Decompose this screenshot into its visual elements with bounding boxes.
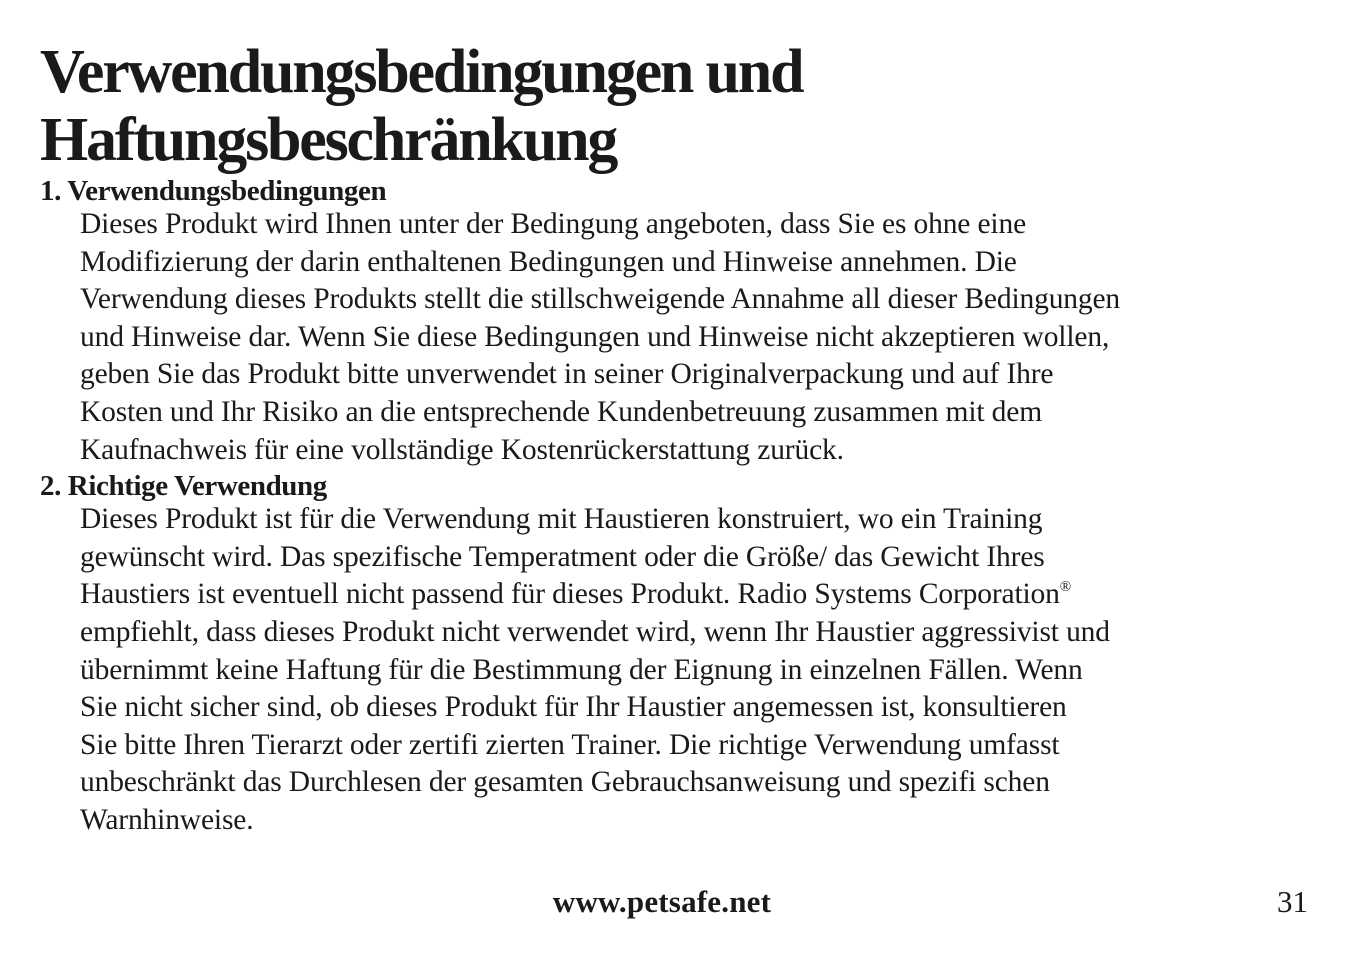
footer-website-url: www.petsafe.net	[552, 884, 772, 919]
body-line: Kosten und Ihr Risiko an die entsprechende Kundenbetreuung zusammen mit dem	[80, 395, 1043, 428]
body-line: Dieses Produkt ist für die Verwendung mit Haustieren konstruiert, wo ein Training	[80, 503, 1043, 536]
section-heading-terms-of-use: 1. Verwendungsbedingungen	[40, 175, 387, 207]
section-heading-proper-use: 2. Richtige Verwendung	[40, 470, 327, 503]
body-line: Kaufnachweis für eine vollständige Kostenrückerstattung zurück.	[80, 433, 844, 466]
body-line: gewünscht wird. Das spezifische Temperatment oder die Größe/ das Gewicht Ihres	[80, 540, 1045, 573]
body-line: Verwendung dieses Produkts stellt die stillschweigende Annahme all dieser Bedingungen	[80, 283, 1121, 316]
registered-trademark-mark: ®	[1059, 579, 1072, 596]
page-title-line-2: Haftungsbeschränkung	[40, 106, 617, 174]
section-terms-of-use	[40, 176, 1320, 469]
body-line: übernimmt keine Haftung für die Bestimmung der Eignung in einzelnen Fällen. Wenn	[80, 653, 1083, 686]
body-line: Modifizierung der darin enthaltenen Bedingungen und Hinweise annehmen. Die	[80, 245, 1017, 278]
page-title-line-1: Verwendungsbedingungen und	[40, 38, 803, 106]
body-line: empfiehlt, dass dieses Produkt nicht verwendet wird, wenn Ihr Haustier aggressivist und	[80, 615, 1110, 648]
section-proper-use	[40, 471, 1320, 839]
page-number: 31	[1277, 884, 1308, 919]
section-body-proper-use	[80, 501, 1320, 839]
body-line: unbeschränkt das Durchlesen der gesamten Gebrauchsanweisung und spezifi schen	[80, 766, 1050, 799]
body-line-with-mark	[80, 576, 1320, 614]
body-line: und Hinweise dar. Wenn Sie diese Bedingungen und Hinweise nicht akzeptieren wollen,	[80, 320, 1110, 353]
body-line: Sie nicht sicher sind, ob dieses Produkt für Ihr Haustier angemessen ist, konsultieren	[80, 691, 1067, 724]
body-line-text: Haustiers ist eventuell nicht passend für dieses Produkt. Radio Systems Corporation	[80, 578, 1060, 611]
page-title	[40, 38, 1320, 174]
body-line: geben Sie das Produkt bitte unverwendet in seiner Originalverpackung und auf Ihre	[80, 358, 1054, 391]
body-line: Dieses Produkt wird Ihnen unter der Bedingung angeboten, dass Sie es ohne eine	[80, 208, 1027, 240]
body-line: Warnhinweise.	[80, 803, 254, 836]
body-line: Sie bitte Ihren Tierarzt oder zertifi zierten Trainer. Die richtige Verwendung umfasst	[80, 728, 1060, 761]
document-page	[40, 38, 1320, 840]
section-body-terms-of-use	[80, 206, 1320, 469]
